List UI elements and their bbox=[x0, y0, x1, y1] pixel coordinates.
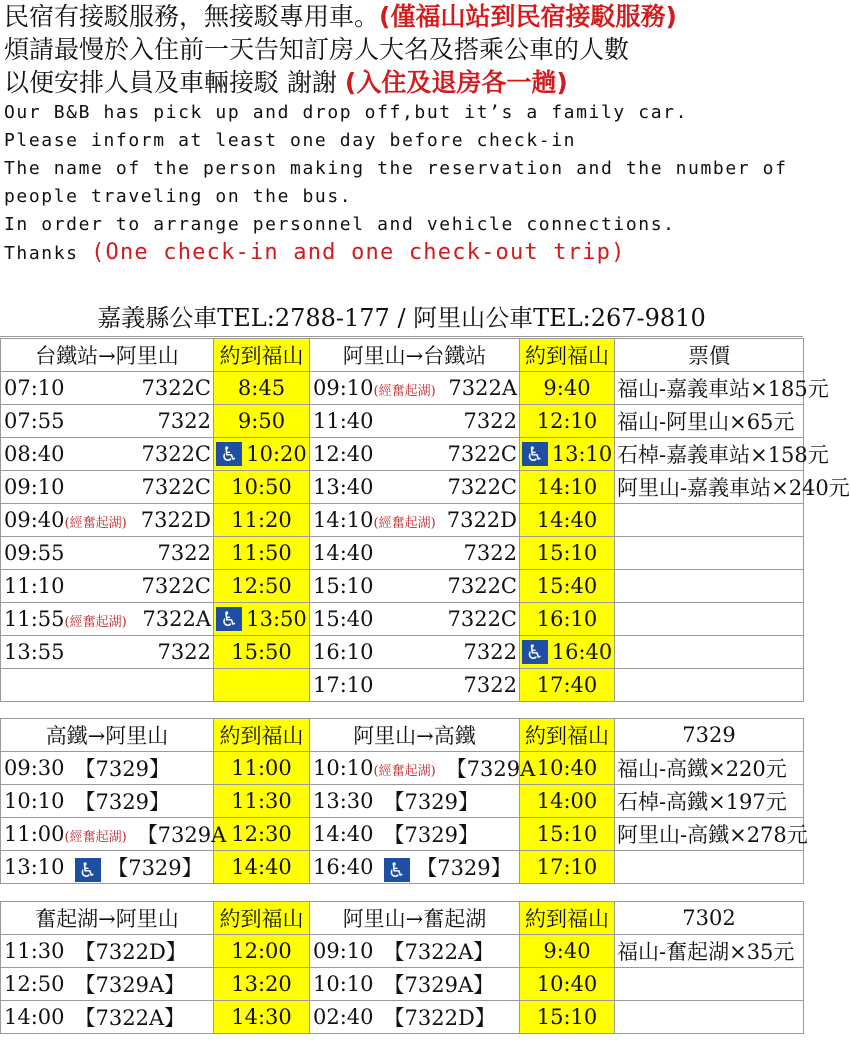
fare-header: 7302 bbox=[615, 902, 804, 935]
arrival-header: 約到福山 bbox=[214, 902, 310, 935]
route-number: ♿ 【7329】 bbox=[75, 852, 203, 882]
notice-en-line-3: The name of the person making the reservation and the number of bbox=[4, 158, 788, 179]
arrival-time: 9:50 bbox=[237, 409, 286, 433]
departure-time: 13:10 bbox=[4, 855, 65, 879]
via-note: (經奮起湖) bbox=[373, 516, 436, 531]
fare-cell: 石棹-嘉義車站×158元 bbox=[615, 438, 804, 471]
wheelchair-icon: ♿ bbox=[522, 442, 548, 466]
outbound-cell bbox=[1, 968, 214, 1001]
wheelchair-icon: ♿ bbox=[522, 640, 548, 664]
route-number: 7322C bbox=[141, 442, 211, 466]
timetable-hsr bbox=[0, 718, 808, 884]
wheelchair-icon: ♿ bbox=[384, 858, 410, 882]
fare-cell bbox=[615, 669, 804, 702]
return-arrival-cell bbox=[520, 570, 615, 603]
route-outbound-header: 奮起湖→阿里山 bbox=[1, 902, 214, 935]
departure-time: 16:10 bbox=[313, 640, 374, 664]
return-cell bbox=[310, 438, 520, 471]
outbound-arrival-cell bbox=[214, 752, 310, 785]
via-note: (經奮起湖) bbox=[64, 830, 127, 845]
route-number: 【7329A】 bbox=[74, 973, 186, 997]
wheelchair-icon: ♿ bbox=[75, 858, 101, 882]
departure-time: 09:10 bbox=[313, 939, 374, 963]
outbound-arrival-cell bbox=[214, 968, 310, 1001]
departure-time: 10:10 bbox=[4, 789, 65, 813]
route-number: 7322C bbox=[141, 475, 211, 499]
arrival-time: 14:30 bbox=[231, 1005, 292, 1029]
table-row bbox=[1, 471, 804, 504]
departure-time: 10:10 bbox=[313, 972, 374, 996]
notice-red-text: (One check-in and one check-out trip) bbox=[91, 240, 626, 265]
route-number: 【7322D】 bbox=[74, 940, 187, 964]
arrival-header: 約到福山 bbox=[214, 719, 310, 752]
arrival-time: 17:10 bbox=[536, 855, 598, 879]
arrival-time: 13:20 bbox=[231, 972, 292, 996]
return-cell bbox=[310, 372, 520, 405]
route-number: 7322 bbox=[463, 409, 517, 433]
table-row bbox=[1, 669, 804, 702]
return-cell bbox=[310, 968, 520, 1001]
arrival-time: 8:45 bbox=[237, 376, 286, 400]
notice-en-line-6 bbox=[4, 239, 803, 268]
table-row bbox=[1, 504, 804, 537]
arrival-time: 10:50 bbox=[231, 475, 292, 499]
route-outbound-header: 高鐵→阿里山 bbox=[1, 719, 214, 752]
route-number: 【7329】 bbox=[383, 823, 479, 847]
route-number: ♿ 【7329】 bbox=[384, 852, 512, 882]
wheelchair-icon: ♿ bbox=[216, 607, 242, 631]
route-outbound-header: 台鐵站→阿里山 bbox=[1, 339, 214, 372]
return-arrival-cell bbox=[520, 851, 615, 884]
arrival-time: 11:00 bbox=[231, 756, 292, 780]
table-row bbox=[1, 372, 804, 405]
arrival-time: 10:20 bbox=[246, 442, 307, 466]
wheelchair-icon: ♿ bbox=[216, 442, 242, 466]
notice-en-line-4: people traveling on the bus. bbox=[4, 186, 353, 207]
fare-cell bbox=[615, 570, 804, 603]
departure-time: 09:10(經奮起湖) bbox=[313, 376, 436, 400]
route-number: 【7322A】 bbox=[74, 1006, 186, 1030]
notice-red-text: (僅福山站到民宿接駁服務) bbox=[379, 2, 677, 31]
departure-time: 09:40(經奮起湖) bbox=[4, 508, 127, 532]
route-number: 7322 bbox=[463, 673, 517, 697]
departure-time: 12:50 bbox=[4, 972, 65, 996]
arrival-time: 10:40 bbox=[536, 756, 598, 780]
outbound-arrival-cell bbox=[214, 471, 310, 504]
route-number: 7322C bbox=[447, 475, 517, 499]
table-row bbox=[1, 968, 804, 1001]
fare-cell bbox=[615, 537, 804, 570]
notice-text: 民宿有接駁服務，無接駁專用車。 bbox=[4, 2, 380, 31]
departure-time: 09:55 bbox=[4, 541, 65, 565]
outbound-cell bbox=[1, 537, 214, 570]
timetable-header-row bbox=[1, 339, 804, 372]
return-cell bbox=[310, 504, 520, 537]
return-arrival-cell bbox=[520, 818, 615, 851]
arrival-time: 15:10 bbox=[536, 1005, 598, 1029]
arrival-time: 12:30 bbox=[231, 822, 292, 846]
route-number: 7322C bbox=[141, 574, 211, 598]
departure-time: 14:10(經奮起湖) bbox=[313, 508, 436, 532]
return-cell bbox=[310, 851, 520, 884]
return-cell bbox=[310, 785, 520, 818]
return-arrival-cell bbox=[520, 438, 615, 471]
fare-cell bbox=[615, 603, 804, 636]
arrival-time: 12:50 bbox=[231, 574, 292, 598]
arrival-time: 10:40 bbox=[536, 972, 598, 996]
departure-time: 09:10 bbox=[4, 475, 65, 499]
arrival-time: 17:40 bbox=[536, 673, 598, 697]
arrival-time: 11:20 bbox=[231, 508, 292, 532]
route-number: 【7329】 bbox=[74, 757, 170, 781]
arrival-time: 16:40 bbox=[551, 640, 613, 664]
outbound-arrival-cell bbox=[214, 935, 310, 968]
outbound-arrival-cell bbox=[214, 537, 310, 570]
notice-zh-line-2: 煩請最慢於入住前一天告知訂房人大名及搭乘公車的人數 bbox=[4, 35, 630, 64]
route-number: 7322A bbox=[142, 607, 211, 631]
fare-cell: 福山-嘉義車站×185元 bbox=[615, 372, 804, 405]
outbound-cell bbox=[1, 669, 214, 702]
table-row bbox=[1, 603, 804, 636]
outbound-arrival-cell bbox=[214, 504, 310, 537]
fare-cell: 阿里山-嘉義車站×240元 bbox=[615, 471, 804, 504]
outbound-arrival-cell bbox=[214, 1001, 310, 1034]
return-cell bbox=[310, 570, 520, 603]
timetable-header-row bbox=[1, 719, 804, 752]
arrival-time: 15:50 bbox=[231, 640, 292, 664]
arrival-time: 13:50 bbox=[246, 607, 307, 631]
departure-time: 14:40 bbox=[313, 541, 374, 565]
departure-time: 11:40 bbox=[313, 409, 374, 433]
return-cell bbox=[310, 603, 520, 636]
route-number: 7322 bbox=[157, 640, 211, 664]
return-arrival-cell bbox=[520, 669, 615, 702]
return-arrival-cell bbox=[520, 537, 615, 570]
return-cell bbox=[310, 405, 520, 438]
outbound-arrival-cell bbox=[214, 372, 310, 405]
route-number: 【7329A】 bbox=[383, 973, 495, 997]
departure-time: 10:10(經奮起湖) bbox=[313, 756, 436, 780]
route-return-header: 阿里山→台鐵站 bbox=[310, 339, 520, 372]
notice-text: 以便安排人員及車輛接駁 謝謝 bbox=[4, 68, 337, 97]
route-number: 7322A bbox=[448, 376, 517, 400]
via-note: (經奮起湖) bbox=[373, 764, 436, 779]
route-number: 7322C bbox=[141, 376, 211, 400]
route-number: 7322D bbox=[446, 508, 517, 532]
outbound-arrival-cell bbox=[214, 669, 310, 702]
departure-time: 13:30 bbox=[313, 789, 374, 813]
outbound-arrival-cell bbox=[214, 851, 310, 884]
notice-block bbox=[4, 0, 803, 268]
notice-en-line-5: In order to arrange personnel and vehicle connections. bbox=[4, 214, 676, 235]
fare-cell: 福山-阿里山×65元 bbox=[615, 405, 804, 438]
arrival-time: 14:00 bbox=[536, 789, 598, 813]
return-arrival-cell bbox=[520, 785, 615, 818]
outbound-cell bbox=[1, 504, 214, 537]
route-number: 7322C bbox=[447, 607, 517, 631]
table-row bbox=[1, 570, 804, 603]
departure-time: 09:30 bbox=[4, 756, 65, 780]
departure-time: 13:40 bbox=[313, 475, 374, 499]
return-cell bbox=[310, 935, 520, 968]
notice-text: Thanks bbox=[4, 243, 79, 264]
arrival-header: 約到福山 bbox=[214, 339, 310, 372]
via-note: (經奮起湖) bbox=[373, 384, 436, 399]
table-row bbox=[1, 636, 804, 669]
route-number: 7322 bbox=[463, 640, 517, 664]
fare-cell bbox=[615, 504, 804, 537]
arrival-time: 12:00 bbox=[231, 939, 292, 963]
route-number: 7322 bbox=[157, 541, 211, 565]
return-arrival-cell bbox=[520, 636, 615, 669]
route-number: 【7329A bbox=[445, 757, 536, 781]
table-row bbox=[1, 785, 804, 818]
arrival-time: 9:40 bbox=[543, 376, 591, 400]
notice-zh-line-3 bbox=[4, 66, 803, 99]
fare-cell: 福山-奮起湖×35元 bbox=[615, 935, 804, 968]
return-arrival-cell bbox=[520, 968, 615, 1001]
outbound-cell bbox=[1, 570, 214, 603]
notice-zh-line-1 bbox=[4, 0, 803, 33]
departure-time: 14:40 bbox=[313, 822, 374, 846]
departure-time: 08:40 bbox=[4, 442, 65, 466]
arrival-time: 9:40 bbox=[543, 939, 591, 963]
outbound-arrival-cell bbox=[214, 603, 310, 636]
departure-time: 17:10 bbox=[313, 673, 374, 697]
arrival-time: 15:10 bbox=[536, 541, 598, 565]
timetable-railway bbox=[0, 338, 850, 702]
fare-cell: 石棹-高鐵×197元 bbox=[615, 785, 804, 818]
return-cell bbox=[310, 471, 520, 504]
notice-en-line-1: Our B&B has pick up and drop off,but it’s a family car. bbox=[4, 102, 689, 123]
outbound-cell bbox=[1, 752, 214, 785]
outbound-cell bbox=[1, 405, 214, 438]
outbound-arrival-cell bbox=[214, 405, 310, 438]
notice-red-text: (入住及退房各一趟) bbox=[344, 68, 568, 97]
table-row bbox=[1, 537, 804, 570]
return-cell bbox=[310, 818, 520, 851]
departure-time: 15:10 bbox=[313, 574, 374, 598]
outbound-cell bbox=[1, 818, 227, 851]
arrival-time: 14:40 bbox=[231, 855, 292, 879]
route-return-header: 阿里山→高鐵 bbox=[310, 719, 520, 752]
fare-cell bbox=[615, 968, 804, 1001]
arrival-time: 11:30 bbox=[231, 789, 292, 813]
outbound-cell bbox=[1, 785, 214, 818]
arrival-time: 15:40 bbox=[536, 574, 598, 598]
return-arrival-cell bbox=[520, 405, 615, 438]
outbound-cell bbox=[1, 372, 214, 405]
fare-cell bbox=[615, 851, 804, 884]
return-cell bbox=[310, 636, 520, 669]
arrival-time: 11:50 bbox=[231, 541, 292, 565]
route-number: 【7329A bbox=[136, 823, 227, 847]
fare-header: 票價 bbox=[615, 339, 804, 372]
bus-phone-header: 嘉義縣公車TEL:2788-177 / 阿里山公車TEL:267-9810 bbox=[0, 298, 803, 337]
return-arrival-cell bbox=[520, 504, 615, 537]
route-number: 7322D bbox=[140, 508, 211, 532]
departure-time: 11:10 bbox=[4, 574, 65, 598]
fare-cell bbox=[615, 636, 804, 669]
timetable-header-row bbox=[1, 902, 804, 935]
outbound-cell bbox=[1, 603, 214, 636]
return-arrival-cell bbox=[520, 471, 615, 504]
route-number: 7322 bbox=[463, 541, 517, 565]
outbound-cell bbox=[1, 935, 214, 968]
arrival-time: 13:10 bbox=[551, 442, 613, 466]
table-row bbox=[1, 438, 804, 471]
route-number: 7322 bbox=[157, 409, 211, 433]
departure-time: 11:00(經奮起湖) bbox=[4, 822, 127, 846]
departure-time: 07:10 bbox=[4, 376, 65, 400]
arrival-time: 14:40 bbox=[536, 508, 598, 532]
outbound-arrival-cell bbox=[214, 570, 310, 603]
fare-cell: 阿里山-高鐵×278元 bbox=[615, 818, 804, 851]
departure-time: 16:40 bbox=[313, 855, 374, 879]
return-arrival-cell bbox=[520, 1001, 615, 1034]
table-row bbox=[1, 752, 804, 785]
outbound-cell bbox=[1, 636, 214, 669]
departure-time: 14:00 bbox=[4, 1005, 65, 1029]
via-note: (經奮起湖) bbox=[64, 516, 127, 531]
arrival-header: 約到福山 bbox=[520, 339, 615, 372]
outbound-cell bbox=[1, 1001, 214, 1034]
fare-cell: 福山-高鐵×220元 bbox=[615, 752, 804, 785]
outbound-arrival-cell bbox=[214, 818, 310, 851]
table-row bbox=[1, 405, 804, 438]
fare-header: 7329 bbox=[615, 719, 804, 752]
return-cell bbox=[310, 1001, 520, 1034]
return-cell bbox=[310, 669, 520, 702]
outbound-cell bbox=[1, 471, 214, 504]
outbound-arrival-cell bbox=[214, 636, 310, 669]
route-number: 7322C bbox=[447, 442, 517, 466]
return-arrival-cell bbox=[520, 935, 615, 968]
departure-time: 11:30 bbox=[4, 939, 65, 963]
table-row bbox=[1, 935, 804, 968]
outbound-cell bbox=[1, 438, 214, 471]
outbound-arrival-cell bbox=[214, 785, 310, 818]
return-cell bbox=[310, 537, 520, 570]
arrival-time: 16:10 bbox=[536, 607, 598, 631]
outbound-cell bbox=[1, 851, 214, 884]
route-number: 【7329】 bbox=[383, 790, 479, 814]
outbound-arrival-cell bbox=[214, 438, 310, 471]
via-note: (經奮起湖) bbox=[64, 615, 127, 630]
route-number: 【7329】 bbox=[74, 790, 170, 814]
departure-time: 02:40 bbox=[313, 1005, 374, 1029]
arrival-time: 14:10 bbox=[536, 475, 598, 499]
return-arrival-cell bbox=[520, 603, 615, 636]
return-arrival-cell bbox=[520, 372, 615, 405]
arrival-header: 約到福山 bbox=[520, 902, 615, 935]
return-cell bbox=[310, 752, 536, 785]
route-number: 【7322A】 bbox=[383, 940, 495, 964]
table-row bbox=[1, 851, 804, 884]
departure-time: 07:55 bbox=[4, 409, 65, 433]
departure-time: 11:55(經奮起湖) bbox=[4, 607, 127, 631]
route-return-header: 阿里山→奮起湖 bbox=[310, 902, 520, 935]
table-row bbox=[1, 818, 804, 851]
notice-en-line-2: Please inform at least one day before check-in bbox=[4, 130, 577, 151]
timetable-fenqihu bbox=[0, 901, 804, 1034]
route-number: 7322C bbox=[447, 574, 517, 598]
fare-cell bbox=[615, 1001, 804, 1034]
table-row bbox=[1, 1001, 804, 1034]
departure-time: 12:40 bbox=[313, 442, 374, 466]
departure-time: 13:55 bbox=[4, 640, 65, 664]
route-number: 【7322D】 bbox=[383, 1006, 496, 1030]
departure-time: 15:40 bbox=[313, 607, 374, 631]
arrival-time: 15:10 bbox=[536, 822, 598, 846]
arrival-header: 約到福山 bbox=[520, 719, 615, 752]
arrival-time: 12:10 bbox=[536, 409, 598, 433]
